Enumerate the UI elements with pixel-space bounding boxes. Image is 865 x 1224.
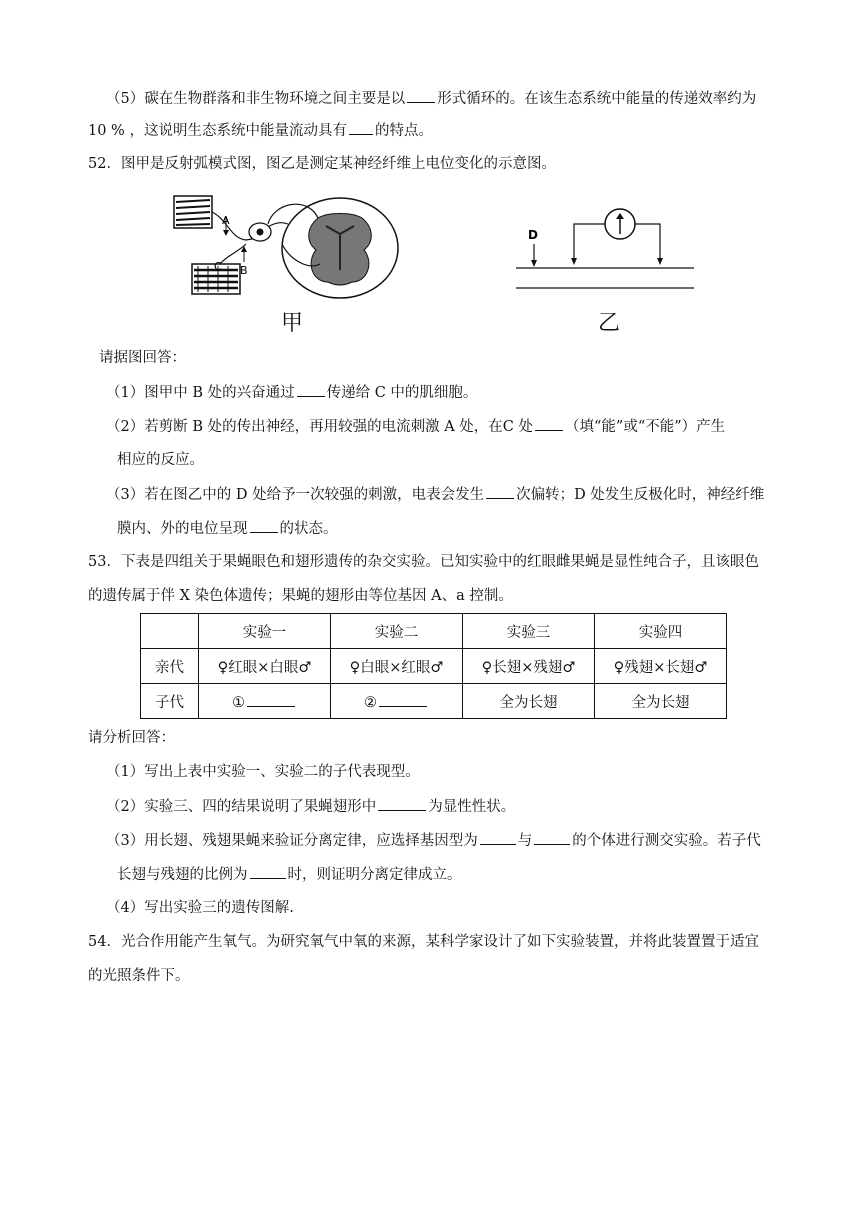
table-cell: ♀白眼×红眼♂: [331, 649, 463, 684]
q51-part5-text-d: 的特点。: [374, 123, 433, 139]
answer-blank[interactable]: [250, 518, 278, 533]
q52-q3-text-d: 的状态。: [279, 521, 338, 537]
q53-q3-text-d: 长翅与残翅的比例为: [117, 867, 248, 883]
q53-q2: [106, 796, 515, 817]
table-cell: 全为长翅: [595, 684, 727, 719]
q52-q3: [106, 484, 764, 505]
table-cell: 全为长翅: [463, 684, 595, 719]
q51-part5-line1: [106, 88, 756, 109]
q53-q3-cont: [117, 864, 462, 885]
answer-blank[interactable]: [379, 692, 427, 707]
q51-part5-text-b: 形式循环的。在该生态系统中能量的传递效率约为: [437, 91, 757, 107]
q53-q3: [106, 830, 761, 851]
q53-q3-text-b: 与: [517, 833, 533, 849]
table-cell: [199, 684, 331, 719]
answer-blank[interactable]: [407, 88, 435, 103]
answer-blank[interactable]: [480, 830, 516, 845]
q52-prompt: 请据图回答：: [99, 350, 186, 366]
q52-q3-text-c: 膜内、外的电位呈现: [117, 521, 248, 537]
q52-stem: 52．图甲是反射弧模式图，图乙是测定某神经纤维上电位变化的示意图。: [88, 156, 556, 172]
table-header-cell: 实验二: [331, 614, 463, 649]
blank-marker-1: ①: [232, 694, 245, 711]
q52-q1-text-a: （1）图甲中 B 处的兴奋通过: [106, 385, 295, 401]
q53-stem-2: 的遗传属于伴 X 染色体遗传；果蝇的翅形由等位基因 A、a 控制。: [88, 588, 513, 604]
table-cell: ♀残翅×长翅♂: [595, 649, 727, 684]
blank-marker-2: ②: [364, 694, 377, 711]
q51-part5-text-c: 10 % ，这说明生态系统中能量流动具有: [88, 123, 347, 139]
q53-q3-text-c: 的个体进行测交实验。若子代: [572, 833, 761, 849]
table-row: [141, 649, 727, 684]
q52-q2-text-b: （填“能”或“不能”）产生: [565, 419, 726, 435]
table-header-row: [141, 614, 727, 649]
mark-b: B: [240, 264, 248, 277]
figure-jia-reflex-arc: [168, 190, 408, 308]
table-row: [141, 684, 727, 719]
figure-jia-label: 甲: [281, 311, 304, 336]
answer-blank[interactable]: [486, 484, 514, 499]
q52-q1: [106, 382, 477, 403]
q51-part5-line2: [88, 120, 433, 141]
answer-blank[interactable]: [297, 382, 325, 397]
q53-q3-text-a: （3）用长翅、残翅果蝇来验证分离定律，应选择基因型为: [106, 833, 478, 849]
q53-q3-text-e: 时，则证明分离定律成立。: [287, 867, 462, 883]
q52-q2-text-a: （2）若剪断 B 处的传出神经，再用较强的电流刺激 A 处，在C 处: [106, 419, 533, 435]
q53-stem-1: 53．下表是四组关于果蝇眼色和翅形遗传的杂交实验。已知实验中的红眼雌果蝇是显性纯合子，且该眼色: [88, 554, 759, 570]
table-header-cell: 实验三: [463, 614, 595, 649]
q53-q1: （1）写出上表中实验一、实验二的子代表现型。: [106, 764, 420, 780]
answer-blank[interactable]: [250, 864, 286, 879]
q52-q2: [106, 416, 725, 437]
table-cell: 子代: [141, 684, 199, 719]
mark-c: C: [214, 260, 222, 273]
answer-blank[interactable]: [378, 796, 426, 811]
answer-blank[interactable]: [534, 830, 570, 845]
q52-q3-text-a: （3）若在图乙中的 D 处给予一次较强的刺激，电表会发生: [106, 487, 485, 503]
q53-q4: （4）写出实验三的遗传图解.: [106, 900, 294, 916]
efferent-nerve: [218, 244, 246, 266]
table-header-cell: [141, 614, 199, 649]
mark-d: D: [528, 228, 538, 242]
table-cell: ♀红眼×白眼♂: [199, 649, 331, 684]
spinal-cord: [282, 198, 398, 298]
table-header-cell: 实验一: [199, 614, 331, 649]
experiment-table: [140, 613, 727, 719]
table-header-cell: 实验四: [595, 614, 727, 649]
q52-q3-cont: [117, 518, 338, 539]
q53-q2-text-b: 为显性性状。: [428, 799, 516, 815]
answer-blank[interactable]: [349, 120, 373, 135]
receptor-block: [174, 196, 212, 228]
figure-yi-label: 乙: [598, 311, 621, 336]
mark-a: A: [222, 214, 230, 227]
q52-q3-text-b: 次偏转；D 处发生反极化时，神经纤维: [516, 487, 765, 503]
answer-blank[interactable]: [535, 416, 563, 431]
figure-yi-nerve-fiber: [512, 204, 696, 296]
q54-stem-1: 54．光合作用能产生氧气。为研究氧气中氧的来源，某科学家设计了如下实验装置，并将此装置置于适宜: [88, 934, 759, 950]
q52-q2-cont: 相应的反应。: [117, 452, 204, 468]
q54-stem-2: 的光照条件下。: [88, 968, 190, 984]
table-cell: [331, 684, 463, 719]
q51-part5-text-a: （5）碳在生物群落和非生物环境之间主要是以: [106, 91, 406, 107]
answer-blank[interactable]: [247, 692, 295, 707]
table-cell: ♀长翅×残翅♂: [463, 649, 595, 684]
q52-q1-text-b: 传递给 C 中的肌细胞。: [326, 385, 478, 401]
q53-q2-text-a: （2）实验三、四的结果说明了果蝇翅形中: [106, 799, 377, 815]
table-cell: 亲代: [141, 649, 199, 684]
q53-prompt: 请分析回答：: [88, 730, 175, 746]
